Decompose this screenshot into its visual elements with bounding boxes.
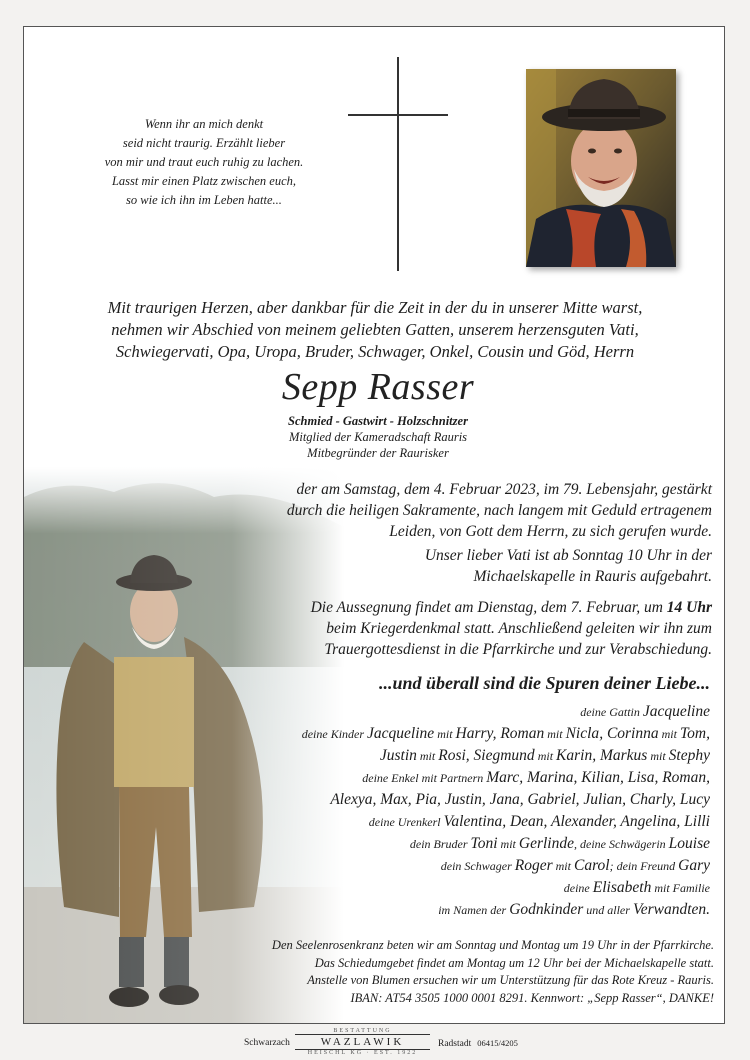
quote-line: Lasst mir einen Platz zwischen euch, (111, 174, 296, 188)
blessing-time: 14 Uhr (666, 599, 712, 616)
service-line: Anstelle von Blumen ersuchen wir um Unterstützung für das Rote Kreuz - Rauris. (307, 973, 714, 987)
founder: Mitbegründer der Raurisker (307, 446, 449, 460)
family-children: Justin mit Rosi, Siegmund mit Karin, Markus mit Stephy (379, 747, 710, 764)
cross-horizontal (348, 114, 448, 116)
family-elisabeth: deine Elisabeth mit Familie (563, 879, 710, 896)
mourners-list (302, 701, 710, 921)
service-line: Das Schiedumgebet findet am Montag um 12 Uhr bei der Michaelskapelle statt. (314, 955, 714, 970)
undertaker-phone: 06415/4205 (477, 1038, 518, 1048)
family-children: deine Kinder Jacqueline mit Harry, Roman mit Nicla, Corinna mit Tom, (301, 725, 710, 742)
intro-line: Schwiegervati, Opa, Uropa, Bruder, Schwager, Onkel, Cousin und Göd, Herrn (115, 342, 635, 361)
service-details (272, 937, 714, 1007)
logo-brand: WAZLAWIK (295, 1034, 430, 1050)
family-in-laws: dein Schwager Roger mit Carol; dein Freund Gary (440, 857, 710, 874)
cross-vertical (397, 57, 399, 271)
intro-line: Mit traurigen Herzen, aber dankbar für die Zeit in der du in unserer Mitte warst, (107, 298, 643, 317)
portrait-photo (526, 69, 676, 267)
professions: Schmied - Gastwirt - Holzschnitzer (288, 414, 468, 428)
intro-line: nehmen wir Abschied von meinem geliebten Gatten, unserem herzensguten Vati, (111, 320, 639, 339)
intro-text (42, 297, 708, 363)
blessing-info (311, 597, 712, 660)
quote-verse (54, 115, 354, 210)
blessing-line: Die Aussegnung findet am Dienstag, dem 7. Februar, um 14 Uhr (310, 599, 712, 616)
family-wife: deine Gattin Jacqueline (580, 703, 710, 720)
blessing-line: beim Kriegerdenkmal statt. Anschließend geleiten wir ihn zum (326, 620, 712, 637)
death-notice-line: Leiden, von Gott dem Herrn, zu sich gerufen wurde. (389, 523, 712, 540)
family-grandchildren: deine Enkel mit Partnern Marc, Marina, Kilian, Lisa, Roman, (362, 769, 710, 786)
obituary-sheet (23, 26, 725, 1024)
logo-tagline-top: BESTATTUNG (333, 1028, 392, 1034)
motto: ...und überall sind die Spuren deiner Liebe... (378, 673, 710, 693)
family-great-grandchildren: deine Urenkerl Valentina, Dean, Alexander, Angelina, Lilli (368, 813, 710, 830)
undertaker-footer (0, 1028, 750, 1060)
viewing-line: Unser lieber Vati ist ab Sonntag 10 Uhr in der (424, 547, 712, 564)
logo-tagline-bottom: HEISCHL KG · EST. 1922 (307, 1050, 418, 1056)
viewing-info (425, 545, 712, 587)
family-grandchildren: Alexya, Max, Pia, Justin, Jana, Gabriel, Julian, Charly, Lucy (330, 791, 710, 808)
service-line: IBAN: AT54 3505 1000 0001 8291. Kennwort: „Sepp Rasser“, DANKE! (350, 990, 714, 1005)
death-notice-line: der am Samstag, dem 4. Februar 2023, im 79. Lebensjahr, gestärkt (296, 481, 712, 498)
viewing-line: Michaelskapelle in Rauris aufgebahrt. (473, 568, 712, 585)
blessing-line: Trauergottesdienst in die Pfarrkirche und zur Verabschiedung. (324, 641, 712, 658)
death-notice-line: durch die heiligen Sakramente, nach langem mit Geduld ertragenem (286, 502, 712, 519)
service-line: Den Seelenrosenkranz beten wir am Sonntag und Montag um 19 Uhr in der Pfarrkirche. (271, 938, 714, 952)
deceased-roles (164, 413, 592, 461)
undertaker-location-right: Radstadt 06415/4205 (438, 1038, 518, 1049)
membership: Mitglied der Kameradschaft Rauris (288, 430, 468, 444)
quote-line: Wenn ihr an mich denkt (144, 117, 264, 131)
deceased-name: Sepp Rasser (281, 366, 475, 408)
quote-line: von mir und traut euch ruhig zu lachen. (104, 155, 304, 169)
undertaker-location-left: Schwarzach (244, 1038, 290, 1048)
undertaker-logo (295, 1028, 430, 1056)
quote-line: seid nicht traurig. Erzählt lieber (122, 136, 286, 150)
death-notice (287, 479, 712, 542)
family-closing: im Namen der Godnkinder und aller Verwandten. (438, 901, 710, 918)
family-siblings: dein Bruder Toni mit Gerlinde, deine Schwägerin Louise (409, 835, 710, 852)
quote-line: so wie ich ihn im Leben hatte... (126, 193, 282, 207)
